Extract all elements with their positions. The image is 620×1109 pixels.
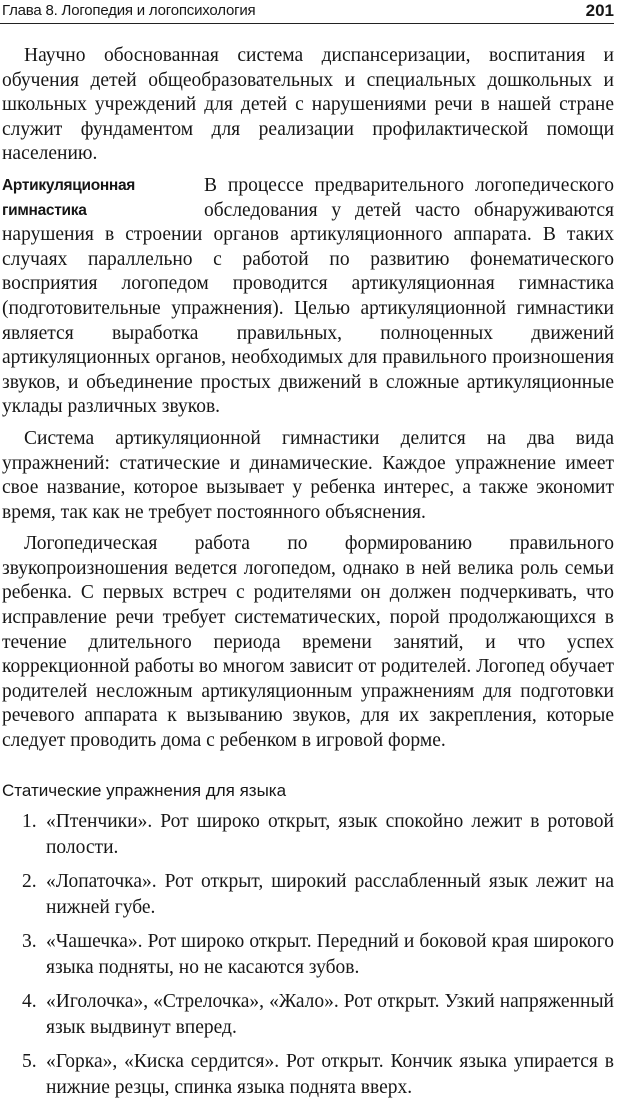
exercise-list [2, 809, 614, 1101]
exercise-item [2, 869, 614, 921]
exercise-item [2, 809, 614, 861]
exercise-text: «Лопаточка». Рот открыт, широкий расслабленный язык лежит на нижней губе. [46, 870, 614, 918]
paragraph-family-role: Логопедическая работа по формированию правильного звукопроизношения ведется логопедом, однако в ней велика роль семьи ребенка. С первых встреч с родителями он должен подчеркивать, что исправление речи требует систематических, порой продолжающихся в течение длительного периода времени занятий, и что успех коррекционной работы во многом зависит от родителей. Логопед обучает родителей несложным артикуляционным упражнениям для подготовки речевого аппарата к вызыванию звуков, для их закрепления, которые следует проводить дома с ребенком в игровой форме. [2, 533, 614, 752]
exercise-text: «Иголочка», «Стрелочка», «Жало». Рот открыт. Узкий напряженный язык выдвинут вперед. [46, 990, 614, 1038]
exercise-item [2, 929, 614, 981]
paragraph-gymnastics-system: Система артикуляционной гимнастики делится на два вида упражнений: статические и динамические. Каждое упражнение имеет свое название, которое вызывает у ребенка интерес, а также экономит время, так как не требует постоянного объяснения. [2, 427, 614, 523]
exercise-number: 3. [22, 930, 37, 952]
page-body [2, 44, 614, 1109]
running-header [0, 0, 614, 24]
exercise-text: «Птенчики». Рот широко открыт, язык спокойно лежит в ротовой полости. [46, 810, 614, 858]
exercise-number: 1. [22, 810, 37, 832]
exercise-number: 4. [22, 990, 37, 1012]
exercise-text: «Горка», «Киска сердится». Рот открыт. Кончик языка упирается в нижние резцы, спинка языка поднята вверх. [46, 1050, 614, 1098]
side-heading-articulation-gymnastics: Артикуляционная гимнастика [2, 176, 136, 219]
exercise-text: «Чашечка». Рот широко открыт. Передний и боковой края широкого языка подняты, но не касаются зубов. [46, 930, 614, 978]
page-number: 201 [585, 1, 614, 20]
exercise-item [2, 1049, 614, 1101]
paragraph-articulation-text: В процессе предварительного логопедического обследования у детей часто обнаруживаются нарушения в строении органов артикуляционного аппарата. В таких случаях параллельно с работой по развитию фонематического восприятия логопедом проводится артикуляционная гимнастика (подготовительные упражнения). Целью артикуляционной гимнастики является выработка правильных, полноценных движений артикуляционных органов, необходимых для правильного произношения звуков, и объединение простых движений в сложные артикуляционные уклады различных звуков. [2, 174, 614, 418]
section-heading-static-exercises: Статические упражнения для языка [2, 780, 287, 800]
exercise-number: 2. [22, 870, 37, 892]
exercise-item [2, 989, 614, 1041]
chapter-title: Глава 8. Логопедия и логопсихология [2, 2, 256, 19]
paragraph-articulation-intro [2, 174, 614, 420]
exercise-number: 5. [22, 1050, 37, 1072]
paragraph-prevention: Научно обоснованная система диспансеризации, воспитания и обучения детей общеобразовательных и специальных дошкольных и школьных учреждений для детей с нарушениями речи в нашей стране служит фундаментом для реализации профилактической помощи населению. [2, 45, 614, 165]
